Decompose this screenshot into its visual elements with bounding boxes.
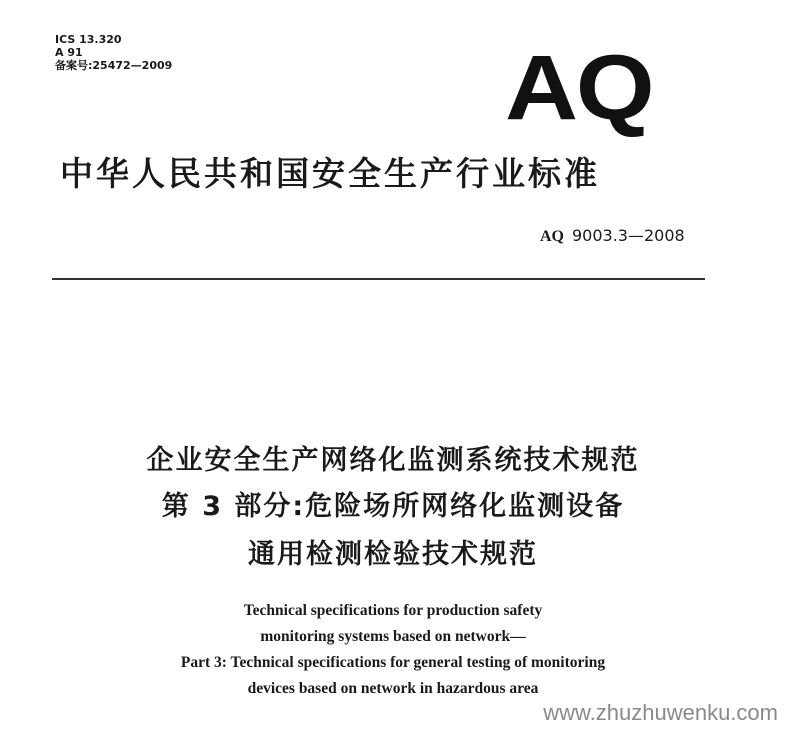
aq-logo: AQ (505, 37, 653, 139)
divider (52, 278, 705, 280)
watermark: www.zhuzhuwenku.com (543, 700, 778, 725)
title-cn-line: 通用检测检验技术规范 (248, 539, 538, 570)
organization-title: 中华人民共和国安全生产行业标准 (60, 154, 600, 193)
standard-number: 9003.3—2008 (572, 226, 685, 245)
title-cn-line: 第 3 部分:危险场所网络化监测设备 (161, 491, 625, 522)
title-en-line: Technical specifications for production safety (243, 602, 543, 619)
title-en-line: monitoring systems based on network— (260, 628, 526, 645)
class-code: A 91 (55, 46, 83, 59)
standard-prefix: AQ (540, 228, 564, 245)
standard-code (540, 226, 685, 246)
ics-code: ICS 13.320 (55, 33, 122, 46)
record-number: 备案号:25472—2009 (55, 59, 173, 72)
title-en-line: devices based on network in hazardous area (247, 680, 539, 697)
title-en-line: Part 3: Technical specifications for general testing of monitoring (180, 654, 606, 671)
title-cn-line: 企业安全生产网络化监测系统技术规范 (146, 445, 640, 476)
